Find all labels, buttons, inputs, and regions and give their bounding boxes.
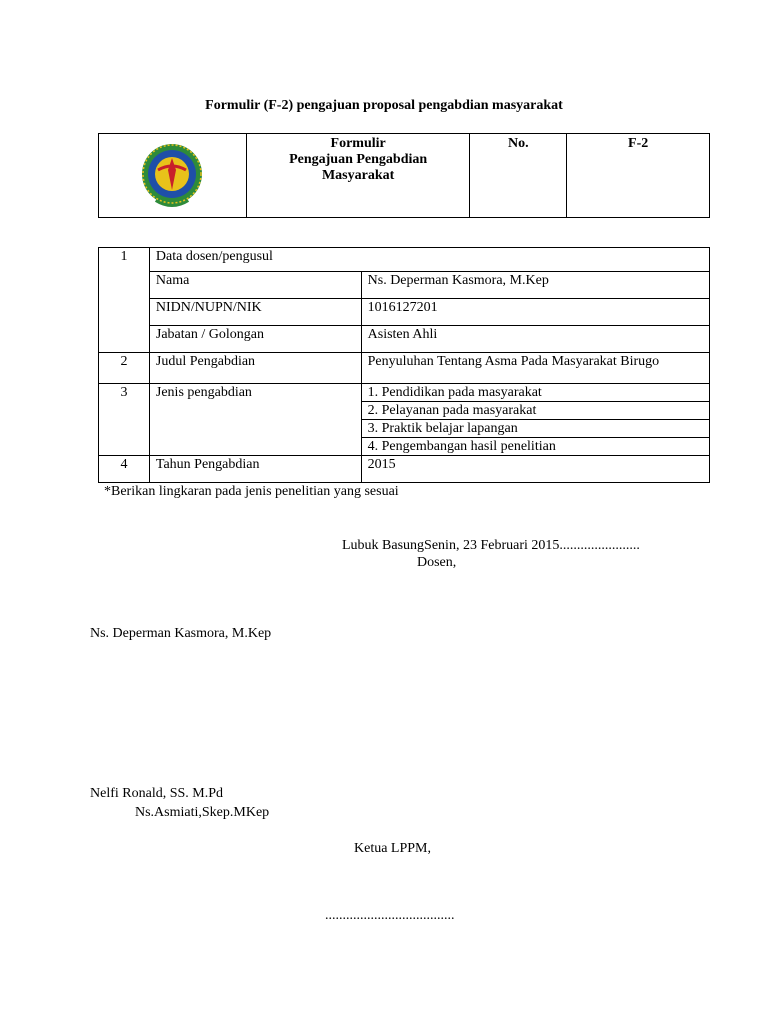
no-label: No. <box>470 134 567 218</box>
no-value: F-2 <box>567 134 710 218</box>
logo-cell <box>99 134 247 218</box>
page-title: Formulir (F-2) pengajuan proposal pengabdian masyarakat <box>205 98 563 113</box>
field-label-nidn: NIDN/NUPN/NIK <box>149 299 361 326</box>
form-title-line2: Pengajuan Pengabdian <box>289 152 428 167</box>
form-title-line1: Formulir <box>330 136 386 151</box>
table-note: *Berikan lingkaran pada jenis penelitian yang sesuai <box>104 484 399 499</box>
row-number: 3 <box>99 384 150 456</box>
field-label-nama: Nama <box>149 272 361 299</box>
field-value-jabatan: Asisten Ahli <box>361 326 709 353</box>
jenis-option: 3. Praktik belajar lapangan <box>362 420 709 438</box>
row-number: 2 <box>99 353 150 384</box>
place-date: Lubuk BasungSenin, 23 Februari 2015....................... <box>342 538 640 553</box>
field-label-jenis: Jenis pengabdian <box>149 384 361 456</box>
row-number: 1 <box>99 248 150 353</box>
field-label-tahun: Tahun Pengabdian <box>149 456 361 483</box>
field-value-tahun: 2015 <box>361 456 709 483</box>
jenis-option: 1. Pendidikan pada masyarakat <box>362 384 709 402</box>
field-value-nama: Ns. Deperman Kasmora, M.Kep <box>361 272 709 299</box>
institution-seal-logo <box>136 140 208 212</box>
member-name: Ns.Asmiati,Skep.MKep <box>135 805 270 820</box>
member-name: Nelfi Ronald, SS. M.Pd <box>90 786 224 801</box>
field-value-judul: Penyuluhan Tentang Asma Pada Masyarakat Birugo <box>361 353 709 384</box>
signer-dosen: Ns. Deperman Kasmora, M.Kep <box>90 626 272 641</box>
ketua-signature-line: ..................................... <box>325 908 455 923</box>
form-header-table <box>98 133 710 218</box>
form-title-cell <box>246 134 470 218</box>
proposal-data-table <box>98 247 710 483</box>
field-value-nidn: 1016127201 <box>361 299 709 326</box>
role-ketua: Ketua LPPM, <box>354 841 431 856</box>
role-dosen: Dosen, <box>417 555 457 570</box>
jenis-option: 2. Pelayanan pada masyarakat <box>362 402 709 420</box>
row-number: 4 <box>99 456 150 483</box>
section-label: Data dosen/pengusul <box>149 248 709 272</box>
form-title-line3: Masyarakat <box>321 168 395 183</box>
jenis-options <box>361 384 709 456</box>
jenis-option: 4. Pengembangan hasil penelitian <box>367 439 556 454</box>
field-label-jabatan: Jabatan / Golongan <box>149 326 361 353</box>
field-label-judul: Judul Pengabdian <box>149 353 361 384</box>
